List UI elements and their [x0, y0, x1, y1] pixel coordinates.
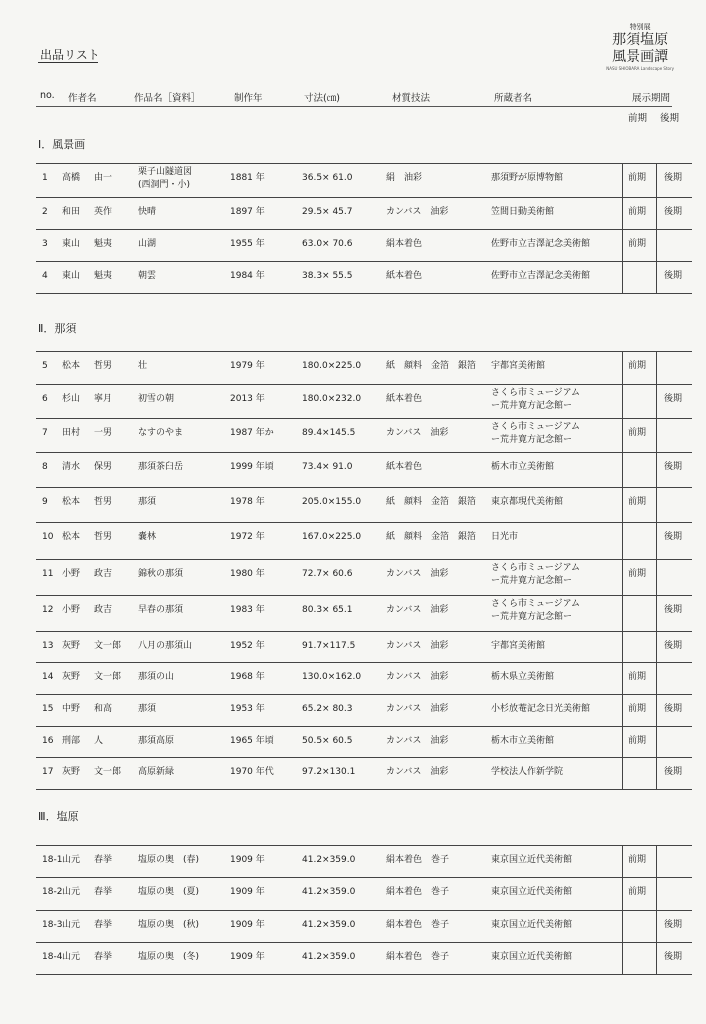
row-no: 4: [42, 271, 48, 281]
logo-line-1: 那須塩原: [612, 32, 669, 48]
size: 80.3× 65.1: [302, 605, 353, 615]
owner: 東京国立近代美術館: [491, 952, 573, 962]
row-no: 2: [42, 207, 48, 217]
header-work: 作品名［資料］: [134, 93, 201, 104]
row-no: 11: [42, 569, 54, 579]
work-title: 早春の那須: [138, 605, 184, 615]
period-late: 後期: [664, 271, 683, 281]
header-size: 寸法(㎝): [304, 93, 340, 104]
table-row: [36, 694, 692, 726]
artist-given-name: 哲男: [94, 532, 113, 542]
row-no: 5: [42, 361, 48, 371]
owner: 那須野が原博物館: [491, 173, 564, 183]
period-divider: [622, 878, 623, 910]
work-title: 快晴: [138, 207, 157, 217]
artist-family-name: 東山: [62, 239, 81, 249]
material: 紙 顔料 金箔 銀箔: [386, 532, 477, 542]
table-row: [36, 418, 692, 452]
table-row: [36, 726, 692, 757]
artist-given-name: 哲男: [94, 497, 113, 507]
period-late: 後期: [664, 704, 683, 714]
material: 絹本着色: [386, 239, 423, 249]
material: 絹 油彩: [386, 173, 423, 183]
period-early: 前期: [628, 173, 647, 183]
artist-family-name: 松本: [62, 361, 81, 371]
material: 紙 顔料 金箔 銀箔: [386, 361, 477, 371]
work-title: 朝雲: [138, 271, 157, 281]
period-divider: [656, 596, 657, 631]
material: 紙本着色: [386, 394, 423, 404]
period-late: 後期: [664, 767, 683, 777]
size: 63.0× 70.6: [302, 239, 353, 249]
period-divider: [622, 488, 623, 522]
artist-family-name: 杉山: [62, 394, 81, 404]
section-title-landscape: Ⅰ．風景画: [38, 138, 86, 151]
owner: 栃木市立美術館: [491, 736, 555, 746]
period-divider: [622, 846, 623, 877]
year: 1968 年: [230, 672, 265, 682]
artist-given-name: 寧月: [94, 394, 113, 404]
size: 130.0×162.0: [302, 672, 362, 682]
period-divider: [622, 352, 623, 384]
period-divider: [656, 230, 657, 261]
artist-family-name: 小野: [62, 569, 81, 579]
work-title: 塩原の奥 (夏): [138, 887, 200, 897]
period-divider: [656, 632, 657, 662]
owner: 佐野市立吉澤記念美術館: [491, 271, 591, 281]
artist-family-name: 刑部: [62, 736, 81, 746]
material: カンバス 油彩: [386, 704, 449, 714]
material: 絹本着色 巻子: [386, 887, 450, 897]
period-late: 後期: [664, 173, 683, 183]
table-row: [36, 351, 692, 384]
period-divider: [656, 846, 657, 877]
size: 180.0×232.0: [302, 394, 362, 404]
artist-family-name: 松本: [62, 497, 81, 507]
period-late: 後期: [664, 394, 683, 404]
year: 1987 年か: [230, 428, 274, 438]
header-late: 後期: [660, 113, 680, 124]
material: カンバス 油彩: [386, 767, 449, 777]
material: カンバス 油彩: [386, 569, 449, 579]
period-early: 前期: [628, 736, 647, 746]
period-divider: [656, 453, 657, 487]
table-row: [36, 910, 692, 942]
work-title: 那須茶臼岳: [138, 462, 184, 472]
artist-family-name: 田村: [62, 428, 81, 438]
period-divider: [656, 878, 657, 910]
period-divider: [656, 727, 657, 757]
owner: 日光市: [491, 532, 519, 542]
header-owner: 所蔵者名: [494, 93, 533, 104]
owner: さくら市ミュージアム: [491, 422, 581, 432]
material: 紙本着色: [386, 462, 423, 472]
year: 1909 年: [230, 887, 265, 897]
work-title: 栗子山隧道図: [138, 167, 193, 177]
table-row: [36, 197, 692, 229]
artist-family-name: 中野: [62, 704, 81, 714]
owner-line2: ー荒井寛方記念館ー: [491, 612, 573, 622]
period-early: 前期: [628, 569, 647, 579]
logo-line-2: 風景画譚: [612, 49, 669, 65]
artist-given-name: 保男: [94, 462, 113, 472]
size: 41.2×359.0: [302, 952, 356, 962]
table-row: [36, 522, 692, 559]
owner: 宇都宮美術館: [491, 641, 546, 651]
size: 65.2× 80.3: [302, 704, 353, 714]
table-row: [36, 163, 692, 197]
header-artist: 作者名: [68, 93, 97, 104]
artist-given-name: 由一: [94, 173, 113, 183]
period-divider: [656, 262, 657, 293]
table-row: [36, 845, 692, 877]
work-title: 塩原の奥 (冬): [138, 952, 200, 962]
period-early: 前期: [628, 428, 647, 438]
work-title: 那須: [138, 497, 157, 507]
artist-family-name: 清水: [62, 462, 81, 472]
work-title: 高原新緑: [138, 767, 175, 777]
period-divider: [656, 523, 657, 559]
year: 1970 年代: [230, 767, 274, 777]
row-no: 7: [42, 428, 48, 438]
artist-family-name: 灰野: [62, 767, 81, 777]
work-title: 那須高原: [138, 736, 175, 746]
work-title: 塩原の奥 (春): [138, 855, 200, 865]
artist-family-name: 灰野: [62, 641, 81, 651]
table-row: [36, 595, 692, 631]
size: 180.0×225.0: [302, 361, 362, 371]
section-title-nasu: Ⅱ．那須: [38, 322, 77, 335]
period-divider: [622, 758, 623, 789]
material: カンバス 油彩: [386, 672, 449, 682]
size: 91.7×117.5: [302, 641, 356, 651]
period-divider: [622, 663, 623, 694]
artist-given-name: 魁夷: [94, 239, 113, 249]
table-row: [36, 942, 692, 975]
artist-family-name: 山元: [62, 855, 81, 865]
period-divider: [656, 695, 657, 726]
artist-given-name: 春挙: [94, 887, 113, 897]
title-underline: [38, 62, 98, 63]
row-no: 18-2: [42, 887, 63, 897]
artist-given-name: 春挙: [94, 855, 113, 865]
size: 29.5× 45.7: [302, 207, 353, 217]
material: 紙本着色: [386, 271, 423, 281]
artist-given-name: 政吉: [94, 605, 113, 615]
period-divider: [656, 385, 657, 418]
owner: 栃木市立美術館: [491, 462, 555, 472]
row-no: 17: [42, 767, 54, 777]
table-row: [36, 384, 692, 418]
year: 1965 年頃: [230, 736, 274, 746]
period-late: 後期: [664, 462, 683, 472]
row-no: 12: [42, 605, 54, 615]
table-row: [36, 757, 692, 790]
period-divider: [622, 695, 623, 726]
period-early: 前期: [628, 887, 647, 897]
artist-given-name: 人: [94, 736, 104, 746]
header-period: 展示期間: [632, 93, 671, 104]
row-no: 13: [42, 641, 54, 651]
material: カンバス 油彩: [386, 207, 449, 217]
owner: 小杉放菴記念日光美術館: [491, 704, 591, 714]
artist-family-name: 東山: [62, 271, 81, 281]
artist-given-name: 春挙: [94, 952, 113, 962]
period-divider: [656, 663, 657, 694]
period-early: 前期: [628, 361, 647, 371]
artist-family-name: 和田: [62, 207, 81, 217]
period-divider: [656, 911, 657, 942]
artist-given-name: 政吉: [94, 569, 113, 579]
row-no: 16: [42, 736, 54, 746]
work-title: 那須: [138, 704, 157, 714]
size: 38.3× 55.5: [302, 271, 353, 281]
year: 2013 年: [230, 394, 265, 404]
period-divider: [656, 758, 657, 789]
table-row: [36, 452, 692, 487]
period-early: 前期: [628, 207, 647, 217]
table-row: [36, 559, 692, 595]
period-divider: [622, 453, 623, 487]
period-divider: [622, 943, 623, 974]
table-row: [36, 877, 692, 910]
period-late: 後期: [664, 952, 683, 962]
year: 1909 年: [230, 920, 265, 930]
table-row: [36, 261, 692, 294]
size: 50.5× 60.5: [302, 736, 353, 746]
material: カンバス 油彩: [386, 641, 449, 651]
list-title: 出品リスト: [40, 48, 100, 62]
year: 1984 年: [230, 271, 265, 281]
row-no: 14: [42, 672, 54, 682]
work-title: 錦秋の那須: [138, 569, 184, 579]
artist-family-name: 山元: [62, 952, 81, 962]
period-divider: [622, 230, 623, 261]
period-late: 後期: [664, 920, 683, 930]
row-no: 18-4: [42, 952, 63, 962]
year: 1897 年: [230, 207, 265, 217]
period-divider: [622, 523, 623, 559]
material: 絹本着色 巻子: [386, 920, 450, 930]
artist-family-name: 灰野: [62, 672, 81, 682]
header-year: 制作年: [234, 93, 263, 104]
artist-family-name: 小野: [62, 605, 81, 615]
period-divider: [622, 385, 623, 418]
size: 97.2×130.1: [302, 767, 356, 777]
size: 41.2×359.0: [302, 855, 356, 865]
owner: 東京都現代美術館: [491, 497, 564, 507]
row-no: 18-3: [42, 920, 63, 930]
period-divider: [656, 164, 657, 197]
material: カンバス 油彩: [386, 605, 449, 615]
row-no: 6: [42, 394, 48, 404]
period-early: 前期: [628, 704, 647, 714]
row-no: 3: [42, 239, 48, 249]
owner: さくら市ミュージアム: [491, 599, 581, 609]
period-late: 後期: [664, 532, 683, 542]
year: 1952 年: [230, 641, 265, 651]
year: 1953 年: [230, 704, 265, 714]
size: 205.0×155.0: [302, 497, 362, 507]
year: 1909 年: [230, 855, 265, 865]
owner: 東京国立近代美術館: [491, 920, 573, 930]
owner: 栃木県立美術館: [491, 672, 555, 682]
artist-given-name: 文一郎: [94, 641, 122, 651]
work-title: 山湖: [138, 239, 157, 249]
work-title: なすのやま: [138, 428, 184, 438]
period-divider: [622, 262, 623, 293]
owner: 東京国立近代美術館: [491, 855, 573, 865]
period-late: 後期: [664, 605, 683, 615]
header-material: 材質技法: [392, 93, 431, 104]
work-title: 嚢林: [138, 532, 157, 542]
period-divider: [656, 488, 657, 522]
artist-given-name: 文一郎: [94, 672, 122, 682]
table-row: [36, 662, 692, 694]
artist-given-name: 春挙: [94, 920, 113, 930]
material: カンバス 油彩: [386, 428, 449, 438]
year: 1980 年: [230, 569, 265, 579]
period-divider: [622, 419, 623, 452]
period-divider: [622, 632, 623, 662]
artist-family-name: 松本: [62, 532, 81, 542]
year: 1983 年: [230, 605, 265, 615]
artist-given-name: 和高: [94, 704, 113, 714]
header-no: no.: [40, 90, 55, 101]
logo-tiny-text: NASU SHIOBARA Landscape Story: [606, 66, 674, 71]
material: 絹本着色 巻子: [386, 855, 450, 865]
year: 1972 年: [230, 532, 265, 542]
size: 73.4× 91.0: [302, 462, 353, 472]
size: 89.4×145.5: [302, 428, 356, 438]
size: 41.2×359.0: [302, 920, 356, 930]
artist-given-name: 魁夷: [94, 271, 113, 281]
work-title: 八月の那須山: [138, 641, 193, 651]
table-row: [36, 229, 692, 261]
header-rule: [36, 106, 672, 107]
owner-line2: ー荒井寛方記念館ー: [491, 576, 573, 586]
owner: さくら市ミュージアム: [491, 388, 581, 398]
work-title: 壮: [138, 361, 148, 371]
row-no: 9: [42, 497, 48, 507]
period-early: 前期: [628, 672, 647, 682]
owner-line2: ー荒井寛方記念館ー: [491, 435, 573, 445]
period-early: 前期: [628, 855, 647, 865]
table-row: [36, 487, 692, 522]
material: 紙 顔料 金箔 銀箔: [386, 497, 477, 507]
work-title: 那須の山: [138, 672, 175, 682]
owner: 学校法人作新学院: [491, 767, 564, 777]
year: 1978 年: [230, 497, 265, 507]
material: カンバス 油彩: [386, 736, 449, 746]
artist-family-name: 高橋: [62, 173, 81, 183]
period-divider: [656, 419, 657, 452]
artist-given-name: 英作: [94, 207, 113, 217]
year: 1999 年頃: [230, 462, 274, 472]
period-divider: [656, 560, 657, 595]
owner: 笠間日動美術館: [491, 207, 555, 217]
row-no: 8: [42, 462, 48, 472]
year: 1909 年: [230, 952, 265, 962]
row-no: 10: [42, 532, 54, 542]
table-row: [36, 631, 692, 662]
exhibition-logo: [606, 22, 674, 71]
size: 72.7× 60.6: [302, 569, 353, 579]
period-divider: [622, 596, 623, 631]
size: 41.2×359.0: [302, 887, 356, 897]
period-late: 後期: [664, 207, 683, 217]
artist-given-name: 文一郎: [94, 767, 122, 777]
year: 1881 年: [230, 173, 265, 183]
logo-small-text: 特別展: [629, 23, 651, 31]
year: 1955 年: [230, 239, 265, 249]
period-divider: [656, 352, 657, 384]
artist-family-name: 山元: [62, 887, 81, 897]
row-no: 18-1: [42, 855, 63, 865]
work-title: 初雪の朝: [138, 394, 175, 404]
work-title: 塩原の奥 (秋): [138, 920, 200, 930]
artist-given-name: 哲男: [94, 361, 113, 371]
period-divider: [622, 198, 623, 229]
owner: 東京国立近代美術館: [491, 887, 573, 897]
period-divider: [622, 560, 623, 595]
row-no: 1: [42, 173, 48, 183]
owner: 佐野市立吉澤記念美術館: [491, 239, 591, 249]
section-title-shiobara: Ⅲ．塩原: [38, 810, 79, 823]
owner: さくら市ミュージアム: [491, 563, 581, 573]
owner: 宇都宮美術館: [491, 361, 546, 371]
size: 167.0×225.0: [302, 532, 362, 542]
period-late: 後期: [664, 641, 683, 651]
owner-line2: ー荒井寛方記念館ー: [491, 401, 573, 411]
period-divider: [656, 943, 657, 974]
period-divider: [622, 727, 623, 757]
artist-given-name: 一男: [94, 428, 113, 438]
period-early: 前期: [628, 239, 647, 249]
period-early: 前期: [628, 497, 647, 507]
material: 絹本着色 巻子: [386, 952, 450, 962]
header-early: 前期: [628, 113, 648, 124]
artist-family-name: 山元: [62, 920, 81, 930]
work-title-line2: (西洞門・小): [138, 180, 191, 190]
period-divider: [622, 164, 623, 197]
period-divider: [656, 198, 657, 229]
year: 1979 年: [230, 361, 265, 371]
row-no: 15: [42, 704, 54, 714]
period-divider: [622, 911, 623, 942]
size: 36.5× 61.0: [302, 173, 353, 183]
